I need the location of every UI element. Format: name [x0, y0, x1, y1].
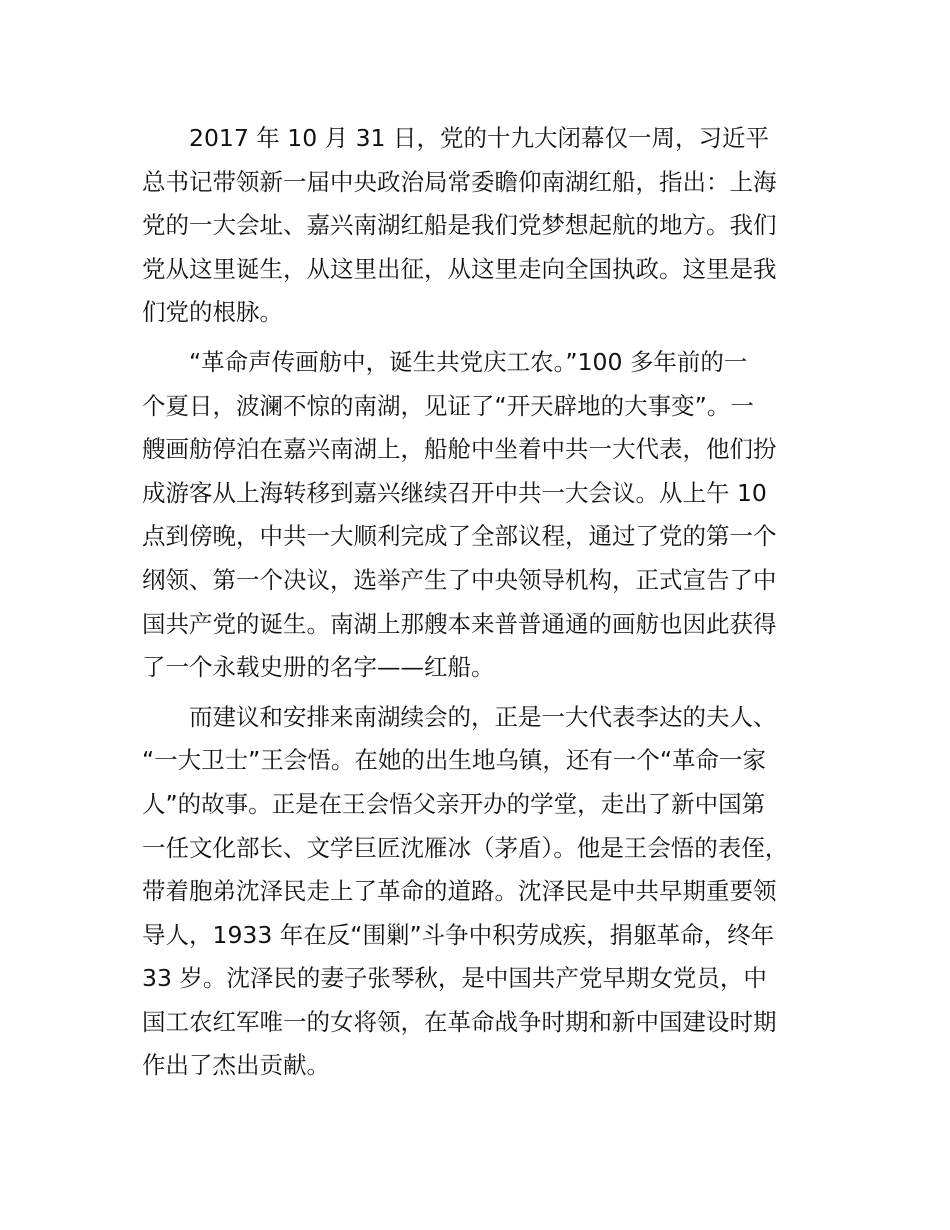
text-line: 而建议和安排来南湖续会的，正是一大代表李达的夫人、 — [189, 702, 777, 731]
text-line: “革命声传画舫中，诞生共党庆工农。”100 多年前的一 — [189, 347, 748, 376]
text-line: 纲领、第一个决议，选举产生了中央领导机构，正式宣告了中 — [142, 565, 777, 594]
text-line: 带着胞弟沈泽民走上了革命的道路。沈泽民是中共早期重要领 — [142, 877, 777, 906]
text-line: 一任文化部长、文学巨匠沈雁冰（茅盾）。他是王会悟的表侄， — [142, 833, 789, 862]
text-line: 个夏日，波澜不惊的南湖，见证了“开天辟地的大事变”。一 — [142, 391, 754, 420]
text-line: 点到傍晚，中共一大顺利完成了全部议程，通过了党的第一个 — [142, 522, 777, 551]
text-line: 人”的故事。正是在王会悟父亲开办的学堂，走出了新中国第 — [142, 789, 766, 818]
text-line: 了一个永载史册的名字——红船。 — [142, 653, 495, 682]
text-line: 33 岁。沈泽民的妻子张琴秋，是中国共产党早期女党员，中 — [142, 964, 767, 993]
text-line: 总书记带领新一届中央政治局常委瞻仰南湖红船，指出：上海 — [142, 167, 777, 196]
text-line: 成游客从上海转移到嘉兴继续召开中共一大会议。从上午 10 — [142, 478, 767, 507]
text-line: 们党的根脉。 — [142, 298, 283, 327]
paragraph-3 — [142, 696, 832, 1088]
text-line: 国工农红军唯一的女将领，在革命战争时期和新中国建设时期 — [142, 1007, 777, 1036]
text-line: 党的一大会址、嘉兴南湖红船是我们党梦想起航的地方。我们 — [142, 211, 777, 240]
text-line: 党从这里诞生，从这里出征，从这里走向全国执政。这里是我 — [142, 254, 777, 283]
text-line: 2017 年 10 月 31 日，党的十九大闭幕仅一周，习近平 — [189, 124, 769, 152]
text-line: “一大卫士”王会悟。在她的出生地乌镇，还有一个“革命一家 — [142, 746, 767, 775]
paragraph-1 — [142, 117, 832, 335]
text-line: 艘画舫停泊在嘉兴南湖上，船舱中坐着中共一大代表，他们扮 — [142, 435, 777, 464]
document-body — [142, 117, 832, 1094]
text-line: 导人，1933 年在反“围剿”斗争中积劳成疾，捐躯革命，终年 — [142, 920, 775, 949]
text-line: 作出了杰出贡献。 — [142, 1051, 330, 1080]
paragraph-2 — [142, 341, 832, 690]
text-line: 国共产党的诞生。南湖上那艘本来普普通通的画舫也因此获得 — [142, 609, 777, 638]
